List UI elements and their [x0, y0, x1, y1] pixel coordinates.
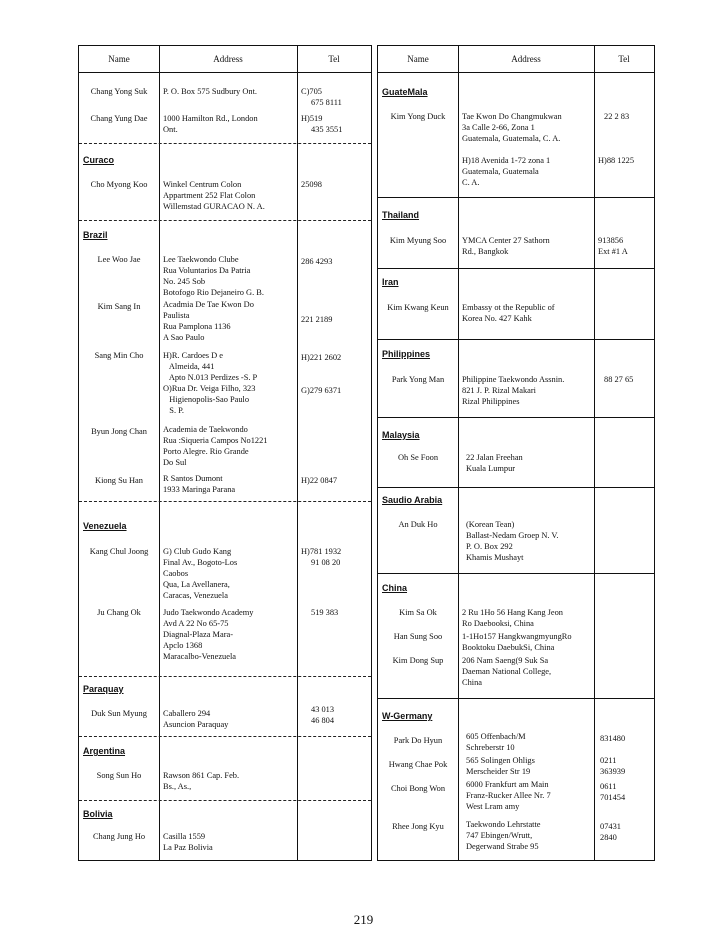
- entry-name: Han Sung Soo: [393, 632, 443, 641]
- row-divider: [378, 487, 654, 488]
- entry-tel: 0211: [600, 756, 617, 765]
- row-divider: [79, 220, 371, 221]
- header-name: Name: [407, 54, 429, 64]
- entry-name: Kim Dong Sup: [392, 656, 444, 665]
- section-guatemala: GuateMala: [382, 87, 428, 97]
- section-iran: Iran: [382, 277, 399, 287]
- entry-tel: 07431: [600, 822, 621, 831]
- entry-address: Higienopolis-Sao Paulo: [163, 395, 250, 404]
- entry-tel: 675 8111: [311, 98, 342, 107]
- entry-tel: 43 013: [311, 705, 335, 714]
- entry-address: P. O. Box 575 Sudbury Ont.: [163, 87, 257, 96]
- entry-tel: 363939: [600, 767, 626, 776]
- entry-name: Kim Kwang Keun: [387, 303, 449, 312]
- entry-address: Degerwand Strabe 95: [466, 842, 539, 851]
- entry-address: 565 Solingen Ohligs: [466, 756, 535, 765]
- section-paraquay: Paraquay: [83, 684, 124, 694]
- column-divider: [594, 46, 595, 860]
- entry-address: (Korean Tean): [466, 520, 515, 529]
- entry-tel: H)22 0847: [301, 476, 338, 485]
- section-malaysia: Malaysia: [382, 430, 420, 440]
- directory-table-right: [377, 45, 655, 861]
- entry-address: No. 245 Sob: [163, 277, 206, 286]
- entry-name: Kim Sa Ok: [399, 608, 437, 617]
- entry-tel: H)781 1932: [301, 547, 342, 556]
- header-divider: [79, 72, 371, 73]
- entry-tel: 435 3551: [311, 125, 343, 134]
- entry-address: Taekwondo Lehrstatte: [466, 820, 541, 829]
- entry-address: Apclo 1368: [163, 641, 203, 650]
- entry-address: Booktoku DaebukSi, China: [462, 643, 555, 652]
- entry-tel: C)705: [301, 87, 322, 96]
- section-philippines: Philippines: [382, 349, 431, 359]
- entry-address: Rd., Bangkok: [462, 247, 509, 256]
- directory-table-left: [78, 45, 372, 861]
- entry-name: Byun Jong Chan: [91, 427, 147, 436]
- entry-address: C. A.: [462, 178, 480, 187]
- entry-address: Academia de Taekwondo: [163, 425, 248, 434]
- entry-address: Guatemala, Guatemala: [462, 167, 539, 176]
- entry-name: Chang Yong Suk: [90, 87, 148, 96]
- entry-address: 1933 Maringa Parana: [163, 485, 236, 494]
- section-brazil: Brazil: [83, 230, 108, 240]
- entry-address: Rua :Siqueria Campos No1221: [163, 436, 268, 445]
- entry-tel: 0611: [600, 782, 617, 791]
- entry-tel: 22 2 83: [604, 112, 630, 121]
- section-thailand: Thailand: [382, 210, 420, 220]
- entry-address: Porto Alegre. Rio Grande: [163, 447, 249, 456]
- entry-tel: 91 08 20: [311, 558, 341, 567]
- row-divider: [79, 800, 371, 801]
- entry-address: H)18 Avenida 1-72 zona 1: [462, 156, 551, 165]
- row-divider: [378, 197, 654, 198]
- entry-address: 1000 Hamilton Rd., London: [163, 114, 258, 123]
- row-divider: [378, 268, 654, 269]
- entry-address: Bs., As.,: [163, 782, 192, 791]
- section-venezuela: Venezuela: [83, 521, 127, 531]
- section-china: China: [382, 583, 408, 593]
- entry-address: Apto N.013 Perdizes -S. P: [163, 373, 258, 382]
- row-divider: [79, 501, 371, 502]
- entry-tel: H)221 2602: [301, 353, 342, 362]
- entry-address: Lee Taekwondo Clube: [163, 255, 239, 264]
- entry-address: Rua Pamplona 1136: [163, 322, 231, 331]
- entry-address: Acadmia De Tae Kwon Do: [163, 300, 254, 309]
- entry-address: Avd A 22 No 65-75: [163, 619, 229, 628]
- entry-name: Kiong Su Han: [95, 476, 143, 485]
- entry-address: Winkel Centrum Colon: [163, 180, 242, 189]
- entry-address: Rawson 861 Cap. Feb.: [163, 771, 240, 780]
- entry-name: Chang Yung Dae: [90, 114, 148, 123]
- entry-address: Paulista: [163, 311, 190, 320]
- entry-tel: Ext #1 A: [598, 247, 628, 256]
- entry-address: Tae Kwon Do Changmukwan: [462, 112, 562, 121]
- section-saudio-arabia: Saudio Arabia: [382, 495, 443, 505]
- entry-address: Rua Voluntarios Da Patria: [163, 266, 251, 275]
- entry-address: YMCA Center 27 Sathorn: [462, 236, 550, 245]
- entry-tel: 831480: [600, 734, 626, 743]
- entry-tel: 25098: [301, 180, 322, 189]
- entry-name: Kang Chul Joong: [89, 547, 149, 556]
- entry-address: 1-1Ho157 HangkwangmyungRo: [462, 632, 572, 641]
- entry-tel: H)519: [301, 114, 323, 123]
- entry-address: Diagnal-Plaza Mara-: [163, 630, 233, 639]
- section-argentina: Argentina: [83, 746, 126, 756]
- entry-tel: 221 2189: [301, 315, 333, 324]
- row-divider: [79, 736, 371, 737]
- entry-name: Kim Yong Duck: [390, 112, 446, 121]
- entry-address: Ont.: [163, 125, 178, 134]
- header-divider: [378, 72, 654, 73]
- entry-address: O)Rua Dr. Veiga Filho, 323: [163, 384, 256, 393]
- entry-tel: 701454: [600, 793, 626, 802]
- row-divider: [378, 417, 654, 418]
- entry-address: 747 Ebingen/Wrutt,: [466, 831, 533, 840]
- row-divider: [79, 143, 371, 144]
- entry-tel: 46 804: [311, 716, 335, 725]
- section-bolivia: Bolivia: [83, 809, 113, 819]
- entry-address: Philippine Taekwondo Assnin.: [462, 375, 565, 384]
- entry-name: Choi Bong Won: [390, 784, 446, 793]
- entry-address: Guatemala, Guatemala, C. A.: [462, 134, 561, 143]
- entry-name: Hwang Chae Pok: [388, 760, 448, 769]
- header-tel: Tel: [618, 54, 630, 64]
- entry-address: West Lram amy: [466, 802, 520, 811]
- header-name: Name: [108, 54, 130, 64]
- entry-name: Sang Min Cho: [94, 351, 144, 360]
- entry-name: Kim Sang In: [97, 302, 141, 311]
- entry-address: H)R. Cardoes D e: [163, 351, 224, 360]
- entry-name: An Duk Ho: [398, 520, 438, 529]
- column-divider: [297, 46, 298, 860]
- entry-address: Caobos: [163, 569, 189, 578]
- entry-tel: 286 4293: [301, 257, 333, 266]
- entry-address: Kuala Lumpur: [466, 464, 516, 473]
- entry-name: Park Yong Man: [391, 375, 445, 384]
- entry-address: S. P.: [163, 406, 184, 415]
- entry-address: 2 Ru 1Ho 56 Hang Kang Jeon: [462, 608, 563, 617]
- entry-address: 206 Nam Saeng(9 Suk Sa: [462, 656, 549, 665]
- entry-address: Daeman National College,: [462, 667, 552, 676]
- row-divider: [378, 698, 654, 699]
- entry-tel: 88 27 65: [604, 375, 634, 384]
- entry-name: Duk Sun Myung: [91, 709, 147, 718]
- entry-address: Almeida, 441: [163, 362, 215, 371]
- entry-address: Maracalbo-Venezuela: [163, 652, 237, 661]
- entry-address: A Sao Paulo: [163, 333, 205, 342]
- entry-name: Lee Woo Jae: [97, 255, 141, 264]
- entry-address: 22 Jalan Freehan: [466, 453, 523, 462]
- entry-address: 6000 Frankfurt am Main: [466, 780, 549, 789]
- entry-name: Kim Myung Soo: [389, 236, 447, 245]
- entry-address: R Santos Dumont: [163, 474, 223, 483]
- entry-address: Merscheider Str 19: [466, 767, 531, 776]
- entry-address: Caballero 294: [163, 709, 211, 718]
- entry-tel: 519 383: [311, 608, 339, 617]
- entry-tel: 913856: [598, 236, 624, 245]
- page-number: 219: [353, 912, 374, 927]
- entry-tel: H)88 1225: [598, 156, 635, 165]
- entry-name: Chang Jung Ho: [92, 832, 146, 841]
- entry-name: Rhee Jong Kyu: [392, 822, 444, 831]
- entry-address: Ro Daebooksi, China: [462, 619, 534, 628]
- header-address: Address: [511, 54, 541, 64]
- entry-name: Cho Myong Koo: [90, 180, 148, 189]
- entry-address: Korea No. 427 Kahk: [462, 314, 532, 323]
- column-divider: [458, 46, 459, 860]
- row-divider: [378, 573, 654, 574]
- entry-address: 605 Offenbach/M: [466, 732, 526, 741]
- entry-name: Song Sun Ho: [96, 771, 142, 780]
- entry-address: China: [462, 678, 483, 687]
- entry-address: P. O. Box 292: [466, 542, 513, 551]
- entry-address: Judo Taekwondo Academy: [163, 608, 254, 617]
- entry-address: 821 J. P. Rizal Makari: [462, 386, 536, 395]
- entry-address: Khamis Mushayt: [466, 553, 524, 562]
- column-divider: [159, 46, 160, 860]
- entry-address: Willemstad GURACAO N. A.: [163, 202, 265, 211]
- entry-address: Do Sul: [163, 458, 187, 467]
- section-curaco: Curaco: [83, 155, 115, 165]
- entry-tel: G)279 6371: [301, 386, 342, 395]
- header-tel: Tel: [328, 54, 340, 64]
- entry-address: Rizal Philippines: [462, 397, 520, 406]
- row-divider: [378, 339, 654, 340]
- entry-name: Ju Chang Ok: [97, 608, 141, 617]
- entry-address: La Paz Bolivia: [163, 843, 213, 852]
- entry-tel: 2840: [600, 833, 617, 842]
- entry-name: Oh Se Foon: [397, 453, 439, 462]
- entry-name: Park Do Hyun: [393, 736, 443, 745]
- entry-address: Schreberstr 10: [466, 743, 515, 752]
- entry-address: Qua, La Avellanera,: [163, 580, 230, 589]
- entry-address: Caracas, Venezuela: [163, 591, 228, 600]
- header-address: Address: [213, 54, 243, 64]
- row-divider: [79, 676, 371, 677]
- entry-address: Appartment 252 Flat Colon: [163, 191, 256, 200]
- entry-address: Ballast-Nedam Groep N. V.: [466, 531, 559, 540]
- entry-address: Final Av., Bogoto-Los: [163, 558, 238, 567]
- entry-address: G) Club Gudo Kang: [163, 547, 232, 556]
- entry-address: Asuncion Paraquay: [163, 720, 229, 729]
- entry-address: Franz-Rucker Allee Nr. 7: [466, 791, 551, 800]
- entry-address: Botofogo Rio Dejaneiro G. B.: [163, 288, 264, 297]
- section-w-germany: W-Germany: [382, 711, 433, 721]
- entry-address: 3a Calle 2-66, Zona 1: [462, 123, 535, 132]
- entry-address: Embassy ot the Republic of: [462, 303, 555, 312]
- entry-address: Casilla 1559: [163, 832, 206, 841]
